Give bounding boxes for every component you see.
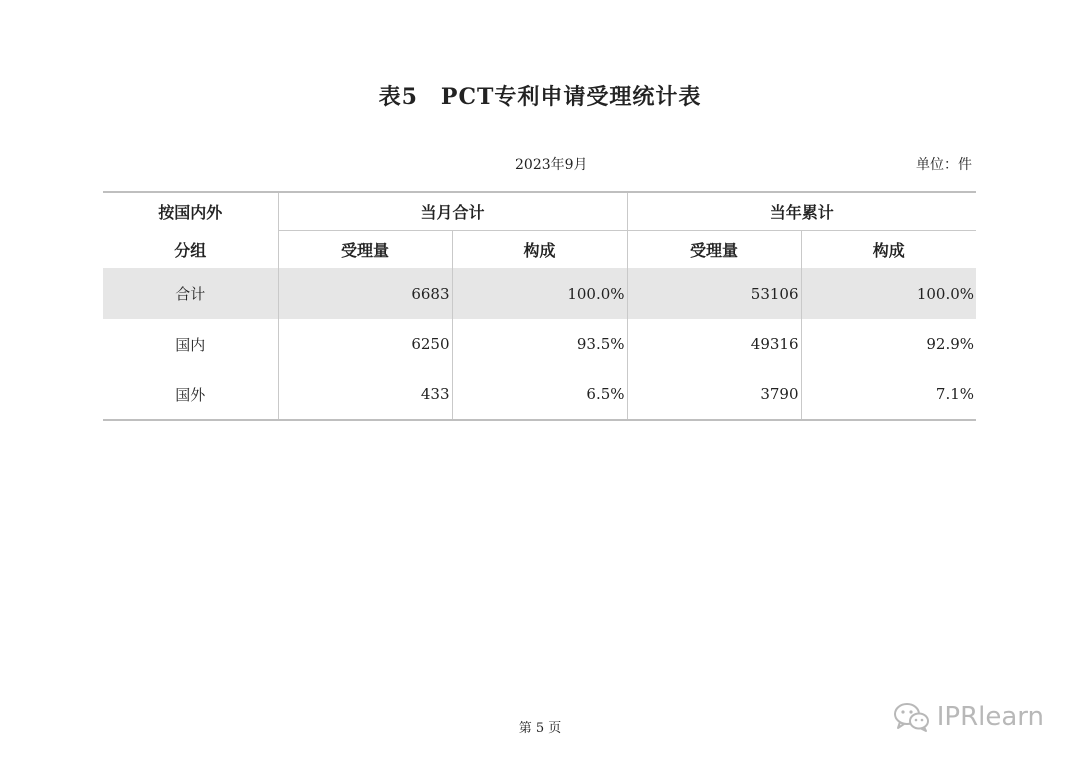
pct-statistics-table: [103, 191, 976, 421]
row-group-header-line1: 按国内外: [103, 192, 278, 231]
yearly-share-cell: 7.1%: [801, 369, 976, 420]
yearly-volume-header: 受理量: [627, 231, 801, 269]
table-header: [103, 192, 976, 268]
table-row-total: [103, 268, 976, 319]
page-number: 第 5 页: [518, 721, 562, 736]
table-row-foreign: [103, 369, 976, 420]
yearly-volume-cell: 3790: [627, 369, 801, 420]
monthly-share-cell: 6.5%: [452, 369, 627, 420]
yearly-share-cell: 92.9%: [801, 319, 976, 369]
unit-label: 单位：件: [916, 157, 972, 173]
monthly-volume-header: 受理量: [278, 231, 452, 269]
yearly-total-header: 当年累计: [627, 192, 976, 231]
page-title: 表5 PCT专利申请受理统计表: [378, 84, 702, 110]
row-label: 国外: [103, 369, 278, 420]
monthly-volume-cell: 433: [278, 369, 452, 420]
monthly-share-cell: 100.0%: [452, 268, 627, 319]
table-body: [103, 268, 976, 420]
monthly-volume-cell: 6250: [278, 319, 452, 369]
yearly-volume-cell: 49316: [627, 319, 801, 369]
yearly-share-header: 构成: [801, 231, 976, 269]
yearly-share-cell: 100.0%: [801, 268, 976, 319]
watermark: [893, 701, 1044, 733]
watermark-text: IPRlearn: [936, 702, 1044, 732]
row-label: 国内: [175, 335, 206, 354]
report-date: 2023年9月: [515, 157, 588, 173]
monthly-share-header: 构成: [452, 231, 627, 269]
yearly-volume-cell: 53106: [627, 268, 801, 319]
row-label: 合计: [103, 268, 278, 319]
wechat-icon: [893, 701, 931, 733]
monthly-volume-cell: 6683: [278, 268, 452, 319]
row-group-header-line2: 分组: [174, 240, 207, 260]
monthly-total-header: 当月合计: [278, 192, 627, 231]
monthly-share-cell: 93.5%: [452, 319, 627, 369]
table-row-domestic: [103, 319, 976, 369]
